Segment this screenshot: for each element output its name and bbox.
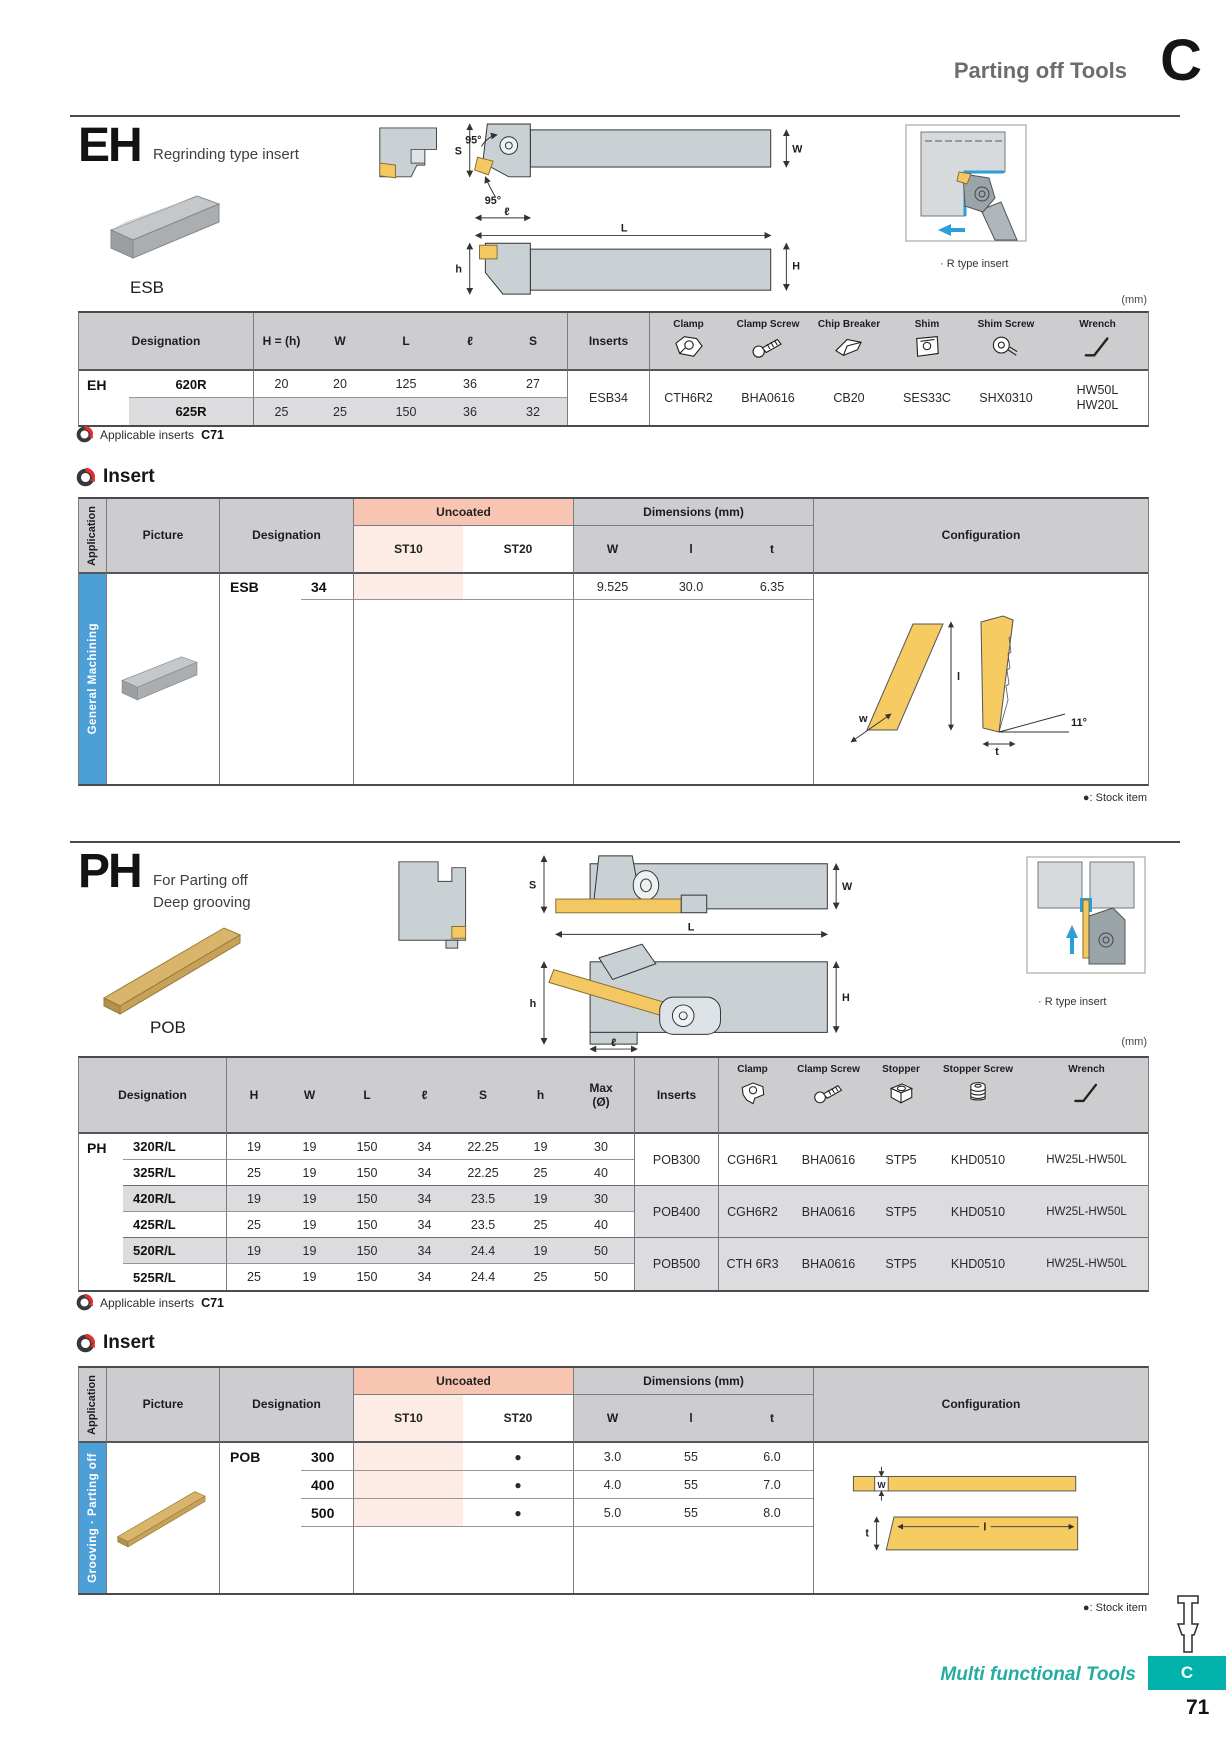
value-cell: 36 [441,371,499,398]
applicable-inserts-ref: C71 [201,427,224,442]
value-cell: 25 [309,398,371,425]
value-cell: 20 [309,371,371,398]
eh-holder-table [78,311,1149,427]
value-cell: 25 [253,398,309,425]
dim-label-ell: ℓ [504,205,510,218]
shim-icon [909,332,945,360]
value-cell: 19 [513,1186,568,1212]
clamp-icon [671,332,707,360]
dim-w-cell: 9.525 [573,574,651,600]
stopper-cell: STP5 [871,1134,931,1186]
dim-label-s: S [454,145,462,158]
eh-section-subtitle: Regrinding type insert [153,146,299,163]
value-cell: 19 [281,1212,338,1238]
col-header-chip-breaker [809,313,889,371]
divider [70,841,1180,843]
clamp-header-label: Clamp [737,1064,768,1075]
section-tab-letter: C [1180,1663,1194,1682]
dim-w-cell: 3.0 [573,1443,651,1471]
dim-w-cell: 4.0 [573,1471,651,1499]
configuration-cell [813,574,1148,784]
shim-screw-header-label: Shim Screw [977,319,1035,330]
applicable-inserts-label: Applicable inserts [100,427,195,442]
value-cell: 34 [417,1270,432,1284]
page-number: 71 [1186,1696,1210,1719]
group-header-dimensions: Dimensions (mm) [573,499,813,526]
dim-label-h-cap: H [842,992,850,1005]
st10-cell [353,1443,463,1471]
stock-item-note: ●: Stock item [1082,1602,1147,1614]
shim-header-label: Shim [914,319,940,330]
value-cell: 34 [396,1134,453,1160]
value-cell: 25 [513,1212,568,1238]
st20-stock-dot: ● [463,1443,573,1471]
divider [70,115,1180,117]
wrench-header-label: Wrench [1068,1064,1105,1075]
chip-breaker-cell: CB20 [833,391,865,405]
esb-insert-table [78,497,1149,786]
col-header-shim [889,313,965,371]
configuration-cell [813,1443,1148,1593]
clamp-screw-header-label: Clamp Screw [797,1064,860,1075]
value-cell: 150 [338,1186,396,1212]
model-cell: 620R [129,371,253,398]
col-header-t: t [731,526,813,574]
dim-label-w: W [842,881,853,894]
stopper-screw-icon [961,1077,995,1107]
value-cell: 25 [533,1270,548,1284]
dim-l-cell: 55 [651,1471,731,1499]
config-label-t: t [995,745,999,757]
wrench-cell: HW25L-HW50L [1025,1186,1148,1238]
pob-configuration-drawing [836,1459,1126,1577]
clamp-cell: CTH6R2 [649,371,727,425]
parting-tool-icon [1170,1594,1206,1656]
st20-stock-dot: ● [463,1471,573,1499]
stock-item-note: ●: Stock item [1082,792,1147,804]
col-header-l-cap: L [338,1058,396,1134]
value-cell: 34 [396,1160,453,1186]
clamp-screw-cell: BHA0616 [741,391,795,405]
value-cell: 19 [513,1134,568,1160]
value-cell: 32 [499,398,567,425]
application-bar-label: Grooving · Parting off [86,1453,99,1583]
group-header-uncoated: Uncoated [353,499,573,526]
st10-cell [353,574,463,600]
value-cell: 19 [513,1238,568,1264]
filler-cell [573,600,651,784]
dim-t-cell: 6.0 [731,1443,813,1471]
config-label-w: w [859,712,868,725]
value-cell: 40 [568,1212,634,1238]
col-header-t: t [731,1395,813,1443]
pob-insert-thumbnail [110,1483,216,1553]
col-header-ell: ℓ [441,313,499,371]
inserts-cell: POB400 [634,1186,718,1238]
value-cell: 19 [281,1160,338,1186]
value-cell: 19 [281,1186,338,1212]
ph-section-subtitle-2: Deep grooving [153,894,251,911]
designation-model: 400 [301,1471,353,1499]
col-header-st20: ST20 [463,526,573,574]
config-label-w-cap: W [877,1480,886,1491]
dim-w-cell: 5.0 [573,1499,651,1527]
value-cell: 34 [396,1212,453,1238]
model-cell: 325R/L [123,1160,226,1186]
esb-insert-thumbnail [111,646,215,712]
dim-label-ell: ℓ [610,1037,617,1050]
esb-insert-photo [95,182,245,274]
value-cell: 50 [568,1238,634,1264]
esb-insert-label: ESB [130,278,165,297]
col-header-ell: ℓ [396,1058,453,1134]
eh-holder-drawing [372,120,802,303]
value-cell: 150 [371,398,441,425]
col-header-w: W [309,313,371,371]
col-header-clamp [718,1058,786,1134]
application-bar-label: General Machining [86,623,99,735]
clamp-screw-icon [750,332,786,360]
value-cell: 125 [371,371,441,398]
col-header-l: l [651,526,731,574]
value-cell: 22.25 [453,1134,513,1160]
config-label-t: t [865,1527,869,1540]
r-type-caption-eh: · R type insert [940,258,1009,270]
wrench-value-1: HW50L [1076,383,1119,397]
config-label-angle: 11° [1071,716,1088,729]
value-cell: 36 [441,398,499,425]
chip-breaker-icon [831,332,867,360]
col-header-configuration: Configuration [813,499,1148,574]
value-cell: 23.5 [453,1186,513,1212]
col-header-l: l [651,1395,731,1443]
col-header-wrench [1025,1058,1148,1134]
dim-l-cell: 55 [651,1499,731,1527]
value-cell: 150 [338,1160,396,1186]
pob-insert-table [78,1366,1149,1595]
value-cell: 30 [568,1186,634,1212]
value-cell: 19 [226,1186,281,1212]
clamp-screw-cell: BHA0616 [786,1186,871,1238]
group-header-uncoated: Uncoated [353,1368,573,1395]
value-cell: 50 [594,1270,608,1284]
model-cell: 425R/L [123,1212,226,1238]
stopper-header-label: Stopper [882,1064,920,1075]
col-header-designation: Designation [219,1368,353,1443]
chip-breaker-header-label: Chip Breaker [817,319,881,330]
col-header-clamp [649,313,727,371]
col-header-stopper [871,1058,931,1134]
dim-label-l-cap: L [620,222,628,235]
pob-insert-photo [92,920,257,1018]
value-cell: 25 [226,1160,281,1186]
value-cell: 19 [281,1134,338,1160]
value-cell: 150 [338,1134,396,1160]
stopper-screw-header-label: Stopper Screw [942,1064,1014,1075]
col-header-application [79,499,106,574]
max-header-line1: Max [589,1080,613,1095]
col-header-h-cap: H [226,1058,281,1134]
r-type-insert-figure-ph [1026,856,1146,986]
dim-label-s: S [528,879,537,892]
ph-section-code: PH [78,845,141,898]
value-cell: 19 [281,1238,338,1264]
application-header-label: Application [85,505,98,566]
col-header-configuration: Configuration [813,1368,1148,1443]
page-title: Parting off Tools [953,58,1127,83]
dim-label-h-cap: H [792,260,800,273]
inserts-cell: POB500 [634,1238,718,1290]
col-header-w: W [573,526,651,574]
insert-heading-icon [76,1334,95,1353]
dim-label-angle-side: 95° [484,195,501,208]
st20-stock-dot: ● [463,1499,573,1527]
application-bar [79,1443,106,1593]
unit-note-eh: (mm) [1121,294,1147,306]
model-cell: 420R/L [123,1186,226,1212]
value-cell: 27 [499,371,567,398]
clamp-screw-icon [812,1077,846,1107]
value-cell: 150 [356,1270,378,1284]
st10-cell [353,1499,463,1527]
dim-t-cell: 8.0 [731,1499,813,1527]
series-label: PH [87,1140,107,1156]
col-header-clamp-screw [786,1058,871,1134]
wrench-value-2: HW20L [1076,398,1119,412]
dim-l-cell: 30.0 [651,574,731,600]
eh-section-code: EH [78,119,141,172]
insert-heading-label: Insert [103,466,155,487]
max-header-line2: (Ø) [592,1095,610,1109]
value-cell: 34 [396,1186,453,1212]
col-header-w: W [281,1058,338,1134]
group-header-dimensions: Dimensions (mm) [573,1368,813,1395]
insert-section-heading [76,1332,155,1354]
stopper-screw-cell: KHD0510 [931,1238,1025,1290]
clamp-header-label: Clamp [673,319,704,330]
col-header-h: h [513,1058,568,1134]
wrench-cell: HW25L-HW50L [1025,1238,1148,1290]
ph-holder-drawing [388,852,900,1052]
col-header-shim-screw [965,313,1047,371]
designation-model: 500 [301,1499,353,1527]
model-cell: 525R/L [133,1269,176,1285]
wrench-cell [1047,371,1148,425]
unit-note-ph: (mm) [1121,1036,1147,1048]
col-header-w: W [573,1395,651,1443]
wrench-icon [1080,332,1116,360]
col-header-application [79,1368,106,1443]
section-tab [1148,1656,1226,1690]
shim-cell: SES33C [903,391,951,405]
clamp-screw-header-label: Clamp Screw [736,319,800,330]
inserts-cell: POB300 [634,1134,718,1186]
application-bar [79,574,106,784]
dim-t-cell: 6.35 [731,574,813,600]
designation-prefix: ESB [219,574,301,784]
value-cell: 150 [338,1238,396,1264]
col-header-st10: ST10 [353,526,463,574]
series-label: EH [87,377,107,393]
section-letter: C [1160,28,1202,93]
value-cell: 40 [568,1160,634,1186]
designation-model: 300 [301,1443,353,1471]
stopper-cell: STP5 [871,1186,931,1238]
config-label-l: l [983,1521,987,1534]
clamp-icon [736,1077,770,1107]
applicable-inserts-ref: C71 [201,1295,224,1310]
model-cell: 625R [129,398,253,425]
col-header-designation: Designation [79,1058,226,1134]
esb-configuration-drawing [831,602,1131,757]
value-cell: 20 [253,371,309,398]
col-header-s: S [499,313,567,371]
stopper-icon [884,1077,918,1107]
clamp-cell: CGH6R1 [718,1134,786,1186]
col-header-stopper-screw [931,1058,1025,1134]
clamp-cell: CGH6R2 [718,1186,786,1238]
insert-heading-icon [76,468,95,487]
filler-cell [353,1527,463,1593]
insert-picture-cell [106,1443,219,1593]
stopper-cell: STP5 [871,1238,931,1290]
col-header-clamp-screw [727,313,809,371]
applicable-inserts-icon [76,1294,93,1311]
value-cell: 19 [226,1238,281,1264]
inserts-cell: ESB34 [567,371,649,425]
applicable-inserts-label: Applicable inserts [100,1295,195,1310]
r-type-insert-figure-eh [905,124,1027,256]
value-cell: 25 [513,1160,568,1186]
stopper-screw-cell: KHD0510 [931,1186,1025,1238]
filler-cell [353,600,463,784]
insert-heading-label: Insert [103,1332,155,1353]
applicable-inserts-note [76,1294,224,1311]
ph-section-subtitle-1: For Parting off [153,872,248,889]
dim-label-l-cap: L [687,921,695,934]
col-header-picture: Picture [106,1368,219,1443]
insert-picture-cell [106,574,219,784]
application-header-label: Application [85,1374,98,1435]
col-header-max [568,1058,634,1134]
dim-t-cell: 7.0 [731,1471,813,1499]
st20-cell [463,574,573,600]
col-header-inserts: Inserts [634,1058,718,1134]
value-cell: 22.25 [453,1160,513,1186]
designation-model: 34 [301,574,353,600]
config-label-l: l [957,670,961,683]
value-cell: 30 [568,1134,634,1160]
pob-insert-label: POB [150,1018,186,1037]
applicable-inserts-icon [76,426,93,443]
shim-screw-icon [988,332,1024,360]
col-header-st20: ST20 [463,1395,573,1443]
dim-label-angle-top: 95° [465,134,482,147]
col-header-h: H = (h) [253,313,309,371]
wrench-header-label: Wrench [1079,319,1116,330]
wrench-icon [1070,1077,1104,1107]
dim-l-cell: 55 [651,1443,731,1471]
clamp-screw-cell: BHA0616 [786,1134,871,1186]
clamp-screw-cell: BHA0616 [786,1238,871,1290]
wrench-cell: HW25L-HW50L [1025,1134,1148,1186]
value-cell: 25 [226,1212,281,1238]
value-cell: 23.5 [453,1212,513,1238]
r-type-caption-ph: · R type insert [1038,996,1107,1008]
value-cell: 34 [396,1238,453,1264]
designation-prefix: POB [219,1443,301,1593]
dim-label-w: W [792,143,802,156]
col-header-designation: Designation [79,313,253,371]
clamp-cell: CTH 6R3 [718,1238,786,1290]
value-cell: 19 [302,1270,317,1284]
ph-holder-table [78,1056,1149,1292]
filler-cell [573,1527,651,1593]
col-header-s: S [453,1058,513,1134]
dim-label-h: h [455,263,462,276]
insert-section-heading [76,466,155,488]
col-header-designation: Designation [219,499,353,574]
value-cell: 24.4 [453,1238,513,1264]
st10-cell [353,1471,463,1499]
shim-screw-cell: SHX0310 [979,391,1033,405]
col-header-picture: Picture [106,499,219,574]
stopper-screw-cell: KHD0510 [931,1134,1025,1186]
value-cell: 19 [226,1134,281,1160]
value-cell: 25 [226,1264,281,1290]
value-cell: 24.4 [470,1270,496,1284]
col-header-l: L [371,313,441,371]
applicable-inserts-note [76,426,224,443]
dim-label-h: h [529,997,537,1010]
footer-series-title: Multi functional Tools [940,1664,1136,1685]
model-cell: 320R/L [123,1134,226,1160]
col-header-wrench [1047,313,1148,371]
model-cell: 520R/L [123,1238,226,1264]
col-header-inserts: Inserts [567,313,649,371]
col-header-st10: ST10 [353,1395,463,1443]
value-cell: 150 [338,1212,396,1238]
